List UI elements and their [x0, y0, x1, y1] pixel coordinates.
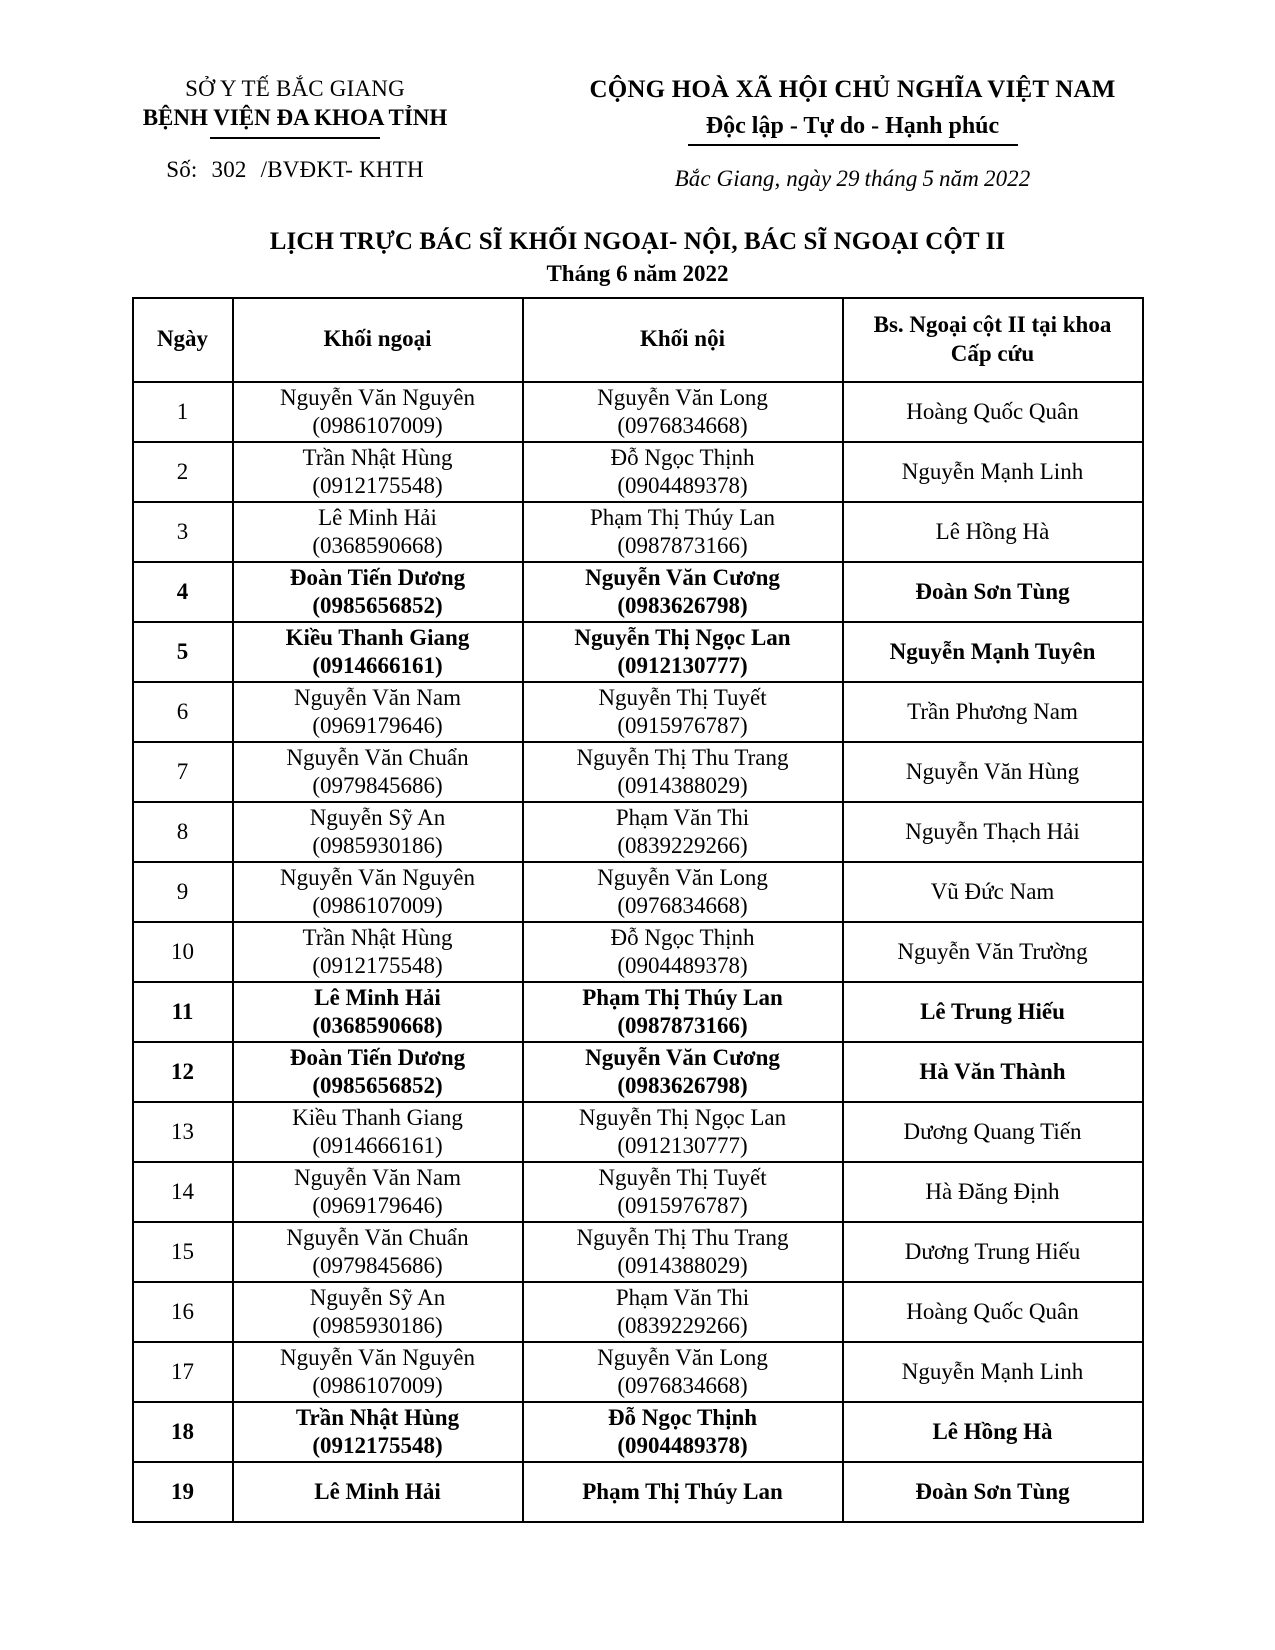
cell-external-doctor [233, 1102, 523, 1162]
cell-day: 6 [133, 682, 233, 742]
cell-internal-doctor [523, 1162, 843, 1222]
cell-day: 13 [133, 1102, 233, 1162]
year-label: năm [939, 165, 979, 191]
doctor-phone: (0912175548) [312, 1432, 443, 1458]
doctor-phone: (0914388029) [617, 1252, 748, 1278]
doctor-phone: (0915976787) [617, 712, 748, 738]
cell-external-doctor [233, 1042, 523, 1102]
cell-emergency-doctor: Hà Đăng Định [843, 1162, 1143, 1222]
doctor-name: Đỗ Ngọc Thịnh [610, 444, 755, 470]
cell-emergency-doctor: Trần Phương Nam [843, 682, 1143, 742]
table-row [133, 1222, 1143, 1282]
column-header-emergency [843, 298, 1143, 382]
doctor-name: Nguyễn Sỹ An [309, 1284, 446, 1310]
cell-day: 5 [133, 622, 233, 682]
doctor-name: Nguyễn Thị Ngọc Lan [578, 1104, 787, 1130]
cell-external-doctor [233, 562, 523, 622]
cell-emergency-doctor: Lê Hồng Hà [843, 1402, 1143, 1462]
table-row [133, 502, 1143, 562]
doctor-name: Nguyễn Thị Thu Trang [576, 1224, 789, 1250]
doctor-name: Kiều Thanh Giang [292, 1104, 463, 1130]
doctor-name: Đỗ Ngọc Thịnh [610, 924, 755, 950]
doctor-name: Phạm Thị Thúy Lan [589, 504, 776, 530]
cell-day: 4 [133, 562, 233, 622]
doctor-phone: (0904489378) [617, 952, 748, 978]
doctor-name: Nguyễn Thị Thu Trang [576, 744, 789, 770]
cell-emergency-doctor: Nguyễn Văn Trường [843, 922, 1143, 982]
doctor-name: Nguyễn Văn Nguyên [279, 384, 476, 410]
table-row [133, 1282, 1143, 1342]
column-header-emergency-line1: Bs. Ngoại cột II tại khoa [873, 311, 1112, 337]
table-row [133, 622, 1143, 682]
cell-external-doctor [233, 622, 523, 682]
table-row [133, 1162, 1143, 1222]
table-row [133, 442, 1143, 502]
cell-external-doctor [233, 682, 523, 742]
table-row [133, 562, 1143, 622]
cell-external-doctor [233, 382, 523, 442]
doctor-phone: (0368590668) [312, 1012, 443, 1038]
doctor-phone: (0914388029) [617, 772, 748, 798]
cell-emergency-doctor: Dương Quang Tiến [843, 1102, 1143, 1162]
cell-day: 17 [133, 1342, 233, 1402]
cell-day: 19 [133, 1462, 233, 1522]
table-row [133, 922, 1143, 982]
doctor-phone: (0839229266) [617, 832, 748, 858]
issuing-authority-block [80, 70, 510, 183]
country-name: CỘNG HOÀ XÃ HỘI CHỦ NGHĨA VIỆT NAM [589, 76, 1116, 103]
doctor-phone: (0985930186) [312, 832, 443, 858]
cell-day: 3 [133, 502, 233, 562]
document-number [80, 157, 510, 183]
cell-emergency-doctor: Hoàng Quốc Quân [843, 382, 1143, 442]
cell-external-doctor [233, 1282, 523, 1342]
doctor-phone: (0979845686) [312, 772, 443, 798]
doctor-name: Trần Nhật Hùng [295, 1404, 460, 1430]
cell-external-doctor [233, 802, 523, 862]
cell-internal-doctor [523, 1282, 843, 1342]
cell-external-doctor [233, 1222, 523, 1282]
cell-day: 2 [133, 442, 233, 502]
cell-external-doctor [233, 922, 523, 982]
cell-day: 16 [133, 1282, 233, 1342]
doctor-phone: (0985656852) [312, 1072, 443, 1098]
doctor-name: Phạm Văn Thi [615, 804, 750, 830]
motto-divider [688, 144, 1018, 146]
cell-internal-doctor [523, 862, 843, 922]
doctor-phone: (0987873166) [617, 1012, 748, 1038]
province-health-department: SỞ Y TẾ BẮC GIANG [185, 76, 405, 101]
doctor-phone: (0368590668) [312, 532, 443, 558]
cell-emergency-doctor: Nguyễn Mạnh Linh [843, 1342, 1143, 1402]
doctor-phone: (0985656852) [312, 592, 443, 618]
doctor-name: Nguyễn Văn Nam [294, 684, 461, 710]
doctor-phone: (0915976787) [617, 1192, 748, 1218]
cell-internal-doctor [523, 442, 843, 502]
doctor-phone: (0986107009) [312, 1372, 443, 1398]
cell-emergency-doctor: Đoàn Sơn Tùng [843, 1462, 1143, 1522]
cell-external-doctor [233, 502, 523, 562]
cell-internal-doctor [523, 1462, 843, 1522]
doctor-name: Nguyễn Văn Cương [585, 564, 780, 590]
doctor-phone: (0912130777) [617, 1132, 748, 1158]
doctor-name: Trần Nhật Hùng [302, 444, 453, 470]
month-label: tháng [864, 165, 918, 191]
doctor-name: Đoàn Tiến Dương [289, 564, 466, 590]
cell-emergency-doctor: Hoàng Quốc Quân [843, 1282, 1143, 1342]
doctor-name: Nguyễn Văn Nguyên [279, 1344, 476, 1370]
cell-internal-doctor [523, 1342, 843, 1402]
doctor-phone: (0987873166) [617, 532, 748, 558]
doctor-name: Nguyễn Văn Cương [585, 1044, 780, 1070]
document-header [80, 70, 1195, 192]
cell-emergency-doctor: Nguyễn Mạnh Tuyên [843, 622, 1143, 682]
place-label: Bắc Giang, ngày [674, 165, 832, 191]
doctor-name: Phạm Văn Thi [615, 1284, 750, 1310]
cell-internal-doctor [523, 742, 843, 802]
page-subtitle: Tháng 6 năm 2022 [546, 260, 729, 286]
national-heading-block [510, 70, 1195, 192]
doctor-name: Lê Minh Hải [314, 1478, 441, 1504]
doctor-name: Nguyễn Văn Chuẩn [286, 1224, 469, 1250]
doctor-phone: (0976834668) [617, 412, 748, 438]
cell-emergency-doctor: Vũ Đức Nam [843, 862, 1143, 922]
table-row [133, 382, 1143, 442]
doctor-phone: (0912175548) [312, 952, 443, 978]
cell-day: 12 [133, 1042, 233, 1102]
table-body [133, 382, 1143, 1522]
cell-day: 9 [133, 862, 233, 922]
duty-schedule-table [132, 297, 1144, 1523]
doctor-name: Nguyễn Sỹ An [309, 804, 446, 830]
cell-internal-doctor [523, 1222, 843, 1282]
cell-external-doctor [233, 1402, 523, 1462]
column-header-external: Khối ngoại [233, 298, 523, 382]
cell-emergency-doctor: Dương Trung Hiếu [843, 1222, 1143, 1282]
doctor-name: Nguyễn Thị Ngọc Lan [574, 624, 791, 650]
cell-day: 1 [133, 382, 233, 442]
doctor-name: Nguyễn Văn Chuẩn [286, 744, 469, 770]
doctor-phone: (0914666161) [312, 1132, 443, 1158]
column-header-day: Ngày [133, 298, 233, 382]
doctor-phone: (0986107009) [312, 412, 443, 438]
doctor-phone: (0969179646) [312, 1192, 443, 1218]
document-number-value: 302 [211, 156, 247, 182]
doctor-phone: (0904489378) [617, 1432, 748, 1458]
title-block [80, 228, 1195, 287]
cell-emergency-doctor: Lê Trung Hiếu [843, 982, 1143, 1042]
doctor-phone: (0976834668) [617, 1372, 748, 1398]
cell-emergency-doctor: Lê Hồng Hà [843, 502, 1143, 562]
doctor-name: Phạm Thị Thúy Lan [582, 1478, 783, 1504]
cell-internal-doctor [523, 502, 843, 562]
cell-internal-doctor [523, 1042, 843, 1102]
cell-internal-doctor [523, 802, 843, 862]
doctor-phone: (0912175548) [312, 472, 443, 498]
table-header-row [133, 298, 1143, 382]
cell-day: 18 [133, 1402, 233, 1462]
header-divider [210, 137, 380, 139]
doctor-name: Kiều Thanh Giang [285, 624, 470, 650]
cell-internal-doctor [523, 562, 843, 622]
table-row [133, 742, 1143, 802]
doctor-name: Nguyễn Thị Tuyết [598, 684, 767, 710]
cell-internal-doctor [523, 1402, 843, 1462]
doctor-name: Nguyễn Văn Long [597, 864, 768, 890]
cell-day: 8 [133, 802, 233, 862]
doctor-phone: (0839229266) [617, 1312, 748, 1338]
doctor-phone: (0983626798) [617, 592, 748, 618]
table-row [133, 1342, 1143, 1402]
doctor-name: Nguyễn Văn Long [597, 1344, 768, 1370]
table-row [133, 682, 1143, 742]
cell-day: 14 [133, 1162, 233, 1222]
table-row [133, 1042, 1143, 1102]
date-year: 2022 [983, 165, 1031, 191]
cell-internal-doctor [523, 682, 843, 742]
doctor-name: Phạm Thị Thúy Lan [582, 984, 783, 1010]
cell-external-doctor [233, 862, 523, 922]
doctor-phone: (0979845686) [312, 1252, 443, 1278]
table-row [133, 1402, 1143, 1462]
cell-internal-doctor [523, 922, 843, 982]
doctor-phone: (0986107009) [312, 892, 443, 918]
cell-emergency-doctor: Đoàn Sơn Tùng [843, 562, 1143, 622]
cell-internal-doctor [523, 982, 843, 1042]
doctor-name: Nguyễn Thị Tuyết [598, 1164, 767, 1190]
cell-emergency-doctor: Nguyễn Văn Hùng [843, 742, 1143, 802]
doctor-phone: (0914666161) [312, 652, 443, 678]
page-title: LỊCH TRỰC BÁC SĨ KHỐI NGOẠI- NỘI, BÁC SĨ NGOẠI CỘT II [269, 227, 1006, 255]
table-row [133, 982, 1143, 1042]
cell-emergency-doctor: Nguyễn Mạnh Linh [843, 442, 1143, 502]
doctor-phone: (0985930186) [312, 1312, 443, 1338]
cell-external-doctor [233, 442, 523, 502]
table-row [133, 802, 1143, 862]
doctor-phone: (0969179646) [312, 712, 443, 738]
table-row [133, 1462, 1143, 1522]
doctor-name: Trần Nhật Hùng [302, 924, 453, 950]
doctor-phone: (0904489378) [617, 472, 748, 498]
date-day: 29 [836, 165, 860, 191]
national-motto: Độc lập - Tự do - Hạnh phúc [705, 112, 1000, 139]
cell-external-doctor [233, 742, 523, 802]
cell-day: 15 [133, 1222, 233, 1282]
cell-internal-doctor [523, 1102, 843, 1162]
document-number-label: Số: [166, 156, 198, 182]
table-row [133, 1102, 1143, 1162]
column-header-internal: Khối nội [523, 298, 843, 382]
cell-emergency-doctor: Nguyễn Thạch Hải [843, 802, 1143, 862]
doctor-phone: (0983626798) [617, 1072, 748, 1098]
date-month: 5 [922, 165, 935, 191]
cell-external-doctor [233, 982, 523, 1042]
cell-emergency-doctor: Hà Văn Thành [843, 1042, 1143, 1102]
doctor-phone: (0912130777) [617, 652, 748, 678]
column-header-emergency-line2: Cấp cứu [950, 340, 1035, 366]
table-row [133, 862, 1143, 922]
doctor-phone: (0976834668) [617, 892, 748, 918]
doctor-name: Lê Minh Hải [314, 984, 441, 1010]
hospital-name: BỆNH VIỆN ĐA KHOA TỈNH [142, 105, 448, 131]
cell-external-doctor [233, 1462, 523, 1522]
cell-external-doctor [233, 1342, 523, 1402]
doctor-name: Nguyễn Văn Nam [294, 1164, 461, 1190]
cell-day: 10 [133, 922, 233, 982]
document-number-suffix: /BVĐKT- KHTH [260, 156, 424, 182]
doctor-name: Đỗ Ngọc Thịnh [607, 1404, 758, 1430]
doctor-name: Đoàn Tiến Dương [289, 1044, 466, 1070]
place-and-date [510, 166, 1195, 192]
doctor-name: Nguyễn Văn Long [597, 384, 768, 410]
cell-internal-doctor [523, 622, 843, 682]
doctor-name: Nguyễn Văn Nguyên [279, 864, 476, 890]
cell-day: 7 [133, 742, 233, 802]
cell-day: 11 [133, 982, 233, 1042]
cell-external-doctor [233, 1162, 523, 1222]
cell-internal-doctor [523, 382, 843, 442]
doctor-name: Lê Minh Hải [318, 504, 437, 530]
